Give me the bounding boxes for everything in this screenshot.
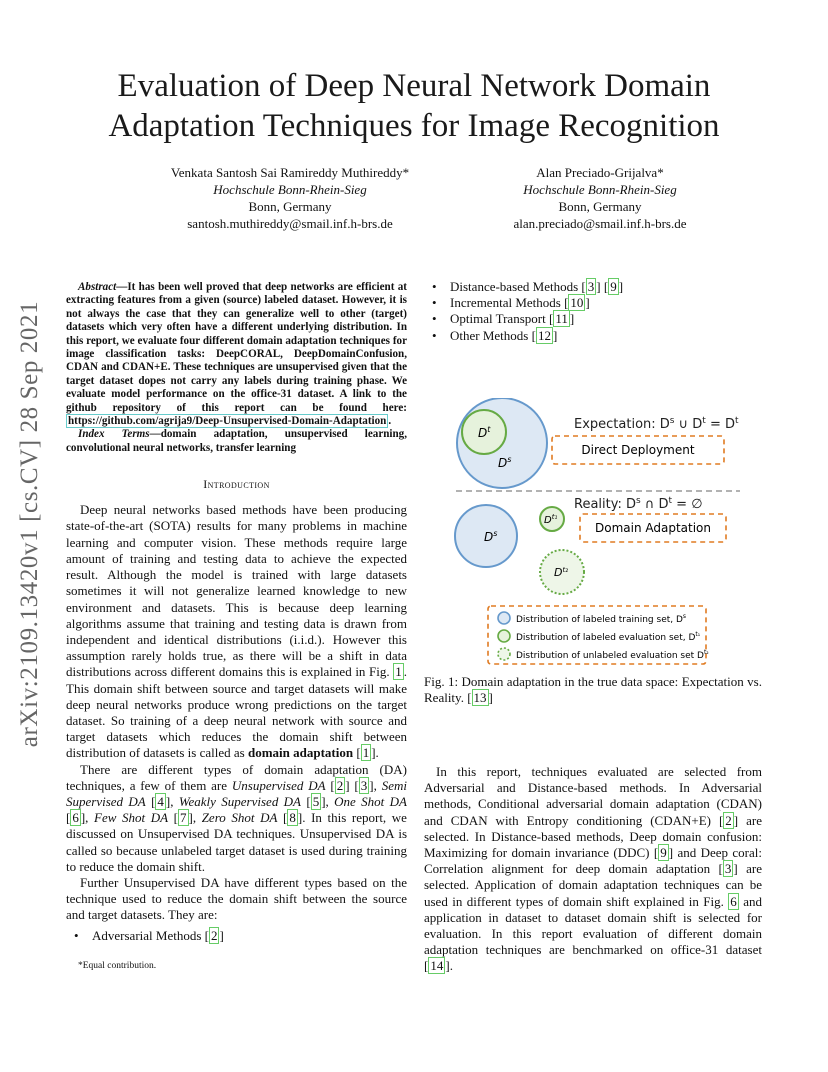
intro-p2a: There are different types of domain adaptation (DA) techniques, a few of them are (66, 761, 407, 793)
term-zero: Zero Shot DA (201, 810, 278, 826)
rp-e: and application in dataset to dataset domain shift is selected for evaluation. In this report evaluation of different domain adaptation techniques are benchmarked on office-31 dataset (424, 893, 762, 958)
fig-ref[interactable]: 1 (395, 664, 402, 680)
list-item-label: Optimal Transport (450, 311, 546, 327)
term-semi: Semi Supervised DA (66, 777, 407, 809)
paper-title (60, 66, 768, 146)
intro-bold: domain adaptation (247, 745, 354, 761)
list-item-label: Incremental Methods (450, 295, 561, 311)
domain-adaptation-label: Domain Adaptation (594, 521, 712, 535)
cite-ref[interactable]: 5 (312, 793, 320, 809)
term-one: One Shot DA (334, 793, 407, 809)
cite-ref[interactable]: 6 (72, 810, 79, 826)
footnote: *Equal contribution. (78, 961, 157, 971)
cite-ref[interactable]: 3 (360, 777, 368, 793)
author-email[interactable]: alan.preciado@smail.inf.h-brs.de (513, 216, 687, 231)
title-line-2: Adaptation Techniques for Image Recognition (108, 108, 720, 144)
intro-p1a: Deep neural networks based methods have been producing state-of-the-art (SOTA) results for many problems in machine learning and computer vision. These methods require large amount of training and testing data to achieve the expected result. Although the model is trained with large datasets sometimes it will not generalize learned knowledge to new environment and datasets. This is because deep learning algorithms assume that training and testing data is drawn from independent and identical distributions (i.i.d.). However this assumption rarely holds true, as there will be a shift in data distributions across different domains this is explained in Fig. (66, 502, 407, 680)
cite-ref[interactable]: 8 (289, 810, 296, 826)
author-affiliation: Hochschule Bonn-Rhein-Sieg (213, 182, 367, 197)
section-heading-introduction: Introduction (203, 477, 270, 492)
list-item: • Optimal Transport [ 11 ] (424, 311, 764, 327)
direct-deployment-label: Direct Deployment (581, 443, 695, 457)
abstract (66, 281, 407, 428)
cite-ref[interactable]: 7 (180, 810, 187, 826)
cite-ref[interactable]: 11 (555, 311, 568, 327)
rp-f: . (449, 958, 453, 974)
abstract-label: Abstract (78, 281, 117, 293)
legend-swatch-unlabeled-eval (498, 648, 510, 660)
term-uda: Unsupervised DA (231, 777, 326, 793)
cite-ref[interactable]: 9 (610, 279, 617, 294)
intro-paragraph-1: Deep neural networks based methods have been producing state-of-the-art (SOTA) results for many problems in machine learning and computer vision. These methods require large amount of training and testing data to achieve the expected result. Although the model is trained with large datasets sometimes it will not generalize learned knowledge to new environment and datasets. This is because deep learning algorithms assume that training and testing data is drawn from independent and identical distributions (i.i.d.). However this assumption rarely holds true, as there will be a shift in data distributions across different domains this is explained in Fig. 1 . This domain shift between source and target datasets will make deep neural networks produce wrong predictions on the target dataset. So training of a deep neural network with source and target datasets which reduces the domain shift between distribution of datasets is called as domain adaptation [ 1 ]. (66, 502, 407, 761)
fig-ref[interactable]: 6 (730, 893, 737, 909)
cite-ref[interactable]: 9 (660, 845, 667, 861)
cite-ref[interactable]: 2 (725, 812, 732, 828)
cite-ref[interactable]: 12 (537, 327, 551, 343)
cite-ref[interactable]: 2 (336, 777, 344, 793)
figure-caption: Fig. 1: Domain adaptation in the true data space: Expectation vs. Reality. [ 13 ] (424, 674, 762, 706)
intro-paragraph-2: There are different types of domain adaptation (DA) techniques, a few of them are Unsupervised DA [ 2 ] [ 3 ], Semi Supervised DA [ 4 ], Weakly Supervised DA [ 5 ], One Shot DA [ 6 ], Few Shot DA [ 7 ], Zero Shot DA [ 8 ]. In this report, we discussed on Unsupervised DA techniques. Unsupervised DA is called so because unlabeled target dataset is used during training to reduce the domain shift. (66, 761, 407, 874)
legend-swatch-labeled-eval (498, 630, 510, 642)
author-name: Alan Preciado-Grijalva* (536, 165, 664, 180)
right-paragraph: In this report, techniques evaluated are selected from Adversarial and Distance-based methods. In Adversarial methods, Conditional adversarial domain adaptation (CDAN) and CDAN with Entropy conditioning (CDAN+E) [ 2 ] are selected. In Distance-based methods, Deep domain confusion: Maximizing for domain invariance (DDC) [ 9 ] and Deep coral: Correlation alignment for deep domain adaptation [ 3 ] are selected. Application of domain adaptation techniques can be used in different types of domain shift explained in Fig. 6 and application in dataset to dataset domain shift is selected for evaluation. In this report evaluation of different domain adaptation techniques are benchmarked on office-31 dataset [ 14 ]. (424, 764, 763, 974)
legend-item-labeled-eval: Distribution of labeled evaluation set, $D^{t_1}$ (516, 631, 701, 643)
list-item: • Adversarial Methods [ 2 ] (66, 928, 407, 944)
list-item-label: Adversarial Methods (92, 927, 202, 943)
term-weak: Weakly Supervised DA (178, 793, 301, 809)
cite-ref[interactable]: 14 (430, 958, 444, 974)
rp-b: are selected. In Distance-based methods, Deep domain confusion: Maximizing for domain invariance (DDC) (424, 812, 762, 861)
left-bullet-list (66, 928, 407, 944)
author-block-1 (140, 164, 440, 232)
author-block-2 (480, 164, 720, 232)
rp-a: In this report, techniques evaluated are selected from Adversarial and Distance-based methods. In Adversarial methods, Conditional adversarial domain adaptation (CDAN) and CDAN with Entropy conditioning (CDAN+E) (424, 764, 762, 828)
ds-label: $D^s$ (498, 455, 512, 470)
expectation-label: Expectation: $D^s$ ∪ $D^t = D^t$ (574, 416, 739, 432)
cite-ref[interactable]: 4 (157, 793, 164, 809)
dt1-label: $D^{t_1}$ (544, 513, 558, 526)
author-location: Bonn, Germany (558, 199, 642, 214)
legend-item-unlabeled-eval: Distribution of unlabeled evaluation set $D^{t_2}$ (516, 649, 709, 661)
list-item-label: Other Methods (450, 327, 529, 343)
term-few: Few Shot DA (94, 810, 169, 826)
legend-swatch-training (498, 612, 510, 624)
dt2-label: $D^{t_2}$ (554, 566, 569, 579)
ds-label-reality: $D^s$ (484, 529, 498, 544)
figure-domain-adaptation (440, 398, 750, 668)
index-terms (66, 428, 407, 455)
abstract-end: . (388, 415, 392, 428)
cite-ref[interactable]: 3 (724, 861, 732, 877)
dt-label: $D^t$ (478, 425, 491, 440)
abstract-text: —It has been well proved that deep networks are efficient at extracting features from a given (source) labeled dataset. However, it is not always the case that they can generalize well to other (target) datasets which very often have a different underlying distribution. In this report, we evaluate four different domain adaptation techniques for image classification tasks: DeepCORAL, DeepDomainConfusion, CDAN and CDAN+E. These techniques are unsupervised given that the target dataset dopes not carry any labels during training phase. We evaluate model performance on the office-31 dataset. A link to the github repository of this report can be found here: (66, 281, 407, 414)
reality-label: Reality: $D^s$ ∩ $D^t$ = ∅ (574, 496, 703, 512)
rp-d: are selected. Application of domain adaptation techniques can be used in different types of domain shift explained in Fig. (424, 861, 763, 909)
cite-ref[interactable]: 3 (587, 279, 595, 294)
index-terms-text: —domain adaptation, unsupervised learning, convolutional neural networks, transfer learning (66, 428, 408, 454)
list-item: • Distance-based Methods [ 3 ] [ 9 ] (424, 279, 764, 295)
author-name: Venkata Santosh Sai Ramireddy Muthireddy* (170, 165, 410, 180)
list-item-label: Distance-based Methods (450, 279, 579, 294)
right-bullet-list (424, 279, 764, 344)
list-item: • Incremental Methods [ 10 ] (424, 295, 764, 311)
author-email[interactable]: santosh.muthireddy@smail.inf.h-brs.de (187, 216, 393, 231)
github-link[interactable]: https://github.com/agrija9/Deep-Unsupervised-Domain-Adaptation (68, 415, 387, 428)
rp-c: and Deep coral: Correlation alignment for deep domain adaptation (424, 845, 763, 877)
caption-text: Fig. 1: Domain adaptation in the true data space: Expectation vs. Reality. (424, 674, 762, 706)
author-location: Bonn, Germany (248, 199, 332, 214)
intro-paragraph-3: Further Unsupervised DA have different types based on the technique used to reduce the domain shift between the source and target datasets. They are: (66, 874, 407, 923)
cite-ref[interactable]: 10 (570, 295, 584, 311)
intro-p1b: . This domain shift between source and target datasets will make deep neural networks produce wrong predictions on the target dataset. So training of a deep neural network with source and target datasets which reduces the domain shift between distribution of datasets is called as (66, 664, 407, 761)
author-affiliation: Hochschule Bonn-Rhein-Sieg (523, 182, 677, 197)
cite-ref[interactable]: 1 (362, 745, 370, 761)
cite-ref[interactable]: 2 (210, 927, 218, 943)
list-item: • Other Methods [ 12 ] (424, 328, 764, 344)
cite-ref[interactable]: 13 (473, 690, 487, 706)
legend-item-training: Distribution of labeled training set, $D^s$ (516, 613, 687, 625)
left-column (66, 281, 407, 944)
index-terms-label: Index Terms (78, 428, 150, 441)
intro-p2b: In this report, we discussed on Unsupervised DA techniques. Unsupervised DA is called so because unlabeled target dataset is used during training to reduce the domain shift. (66, 810, 407, 874)
arxiv-stamp: arXiv:2109.13420v1 [cs.CV] 28 Sep 2021 (16, 300, 43, 748)
title-line-1: Evaluation of Deep Neural Network Domain (117, 68, 711, 104)
